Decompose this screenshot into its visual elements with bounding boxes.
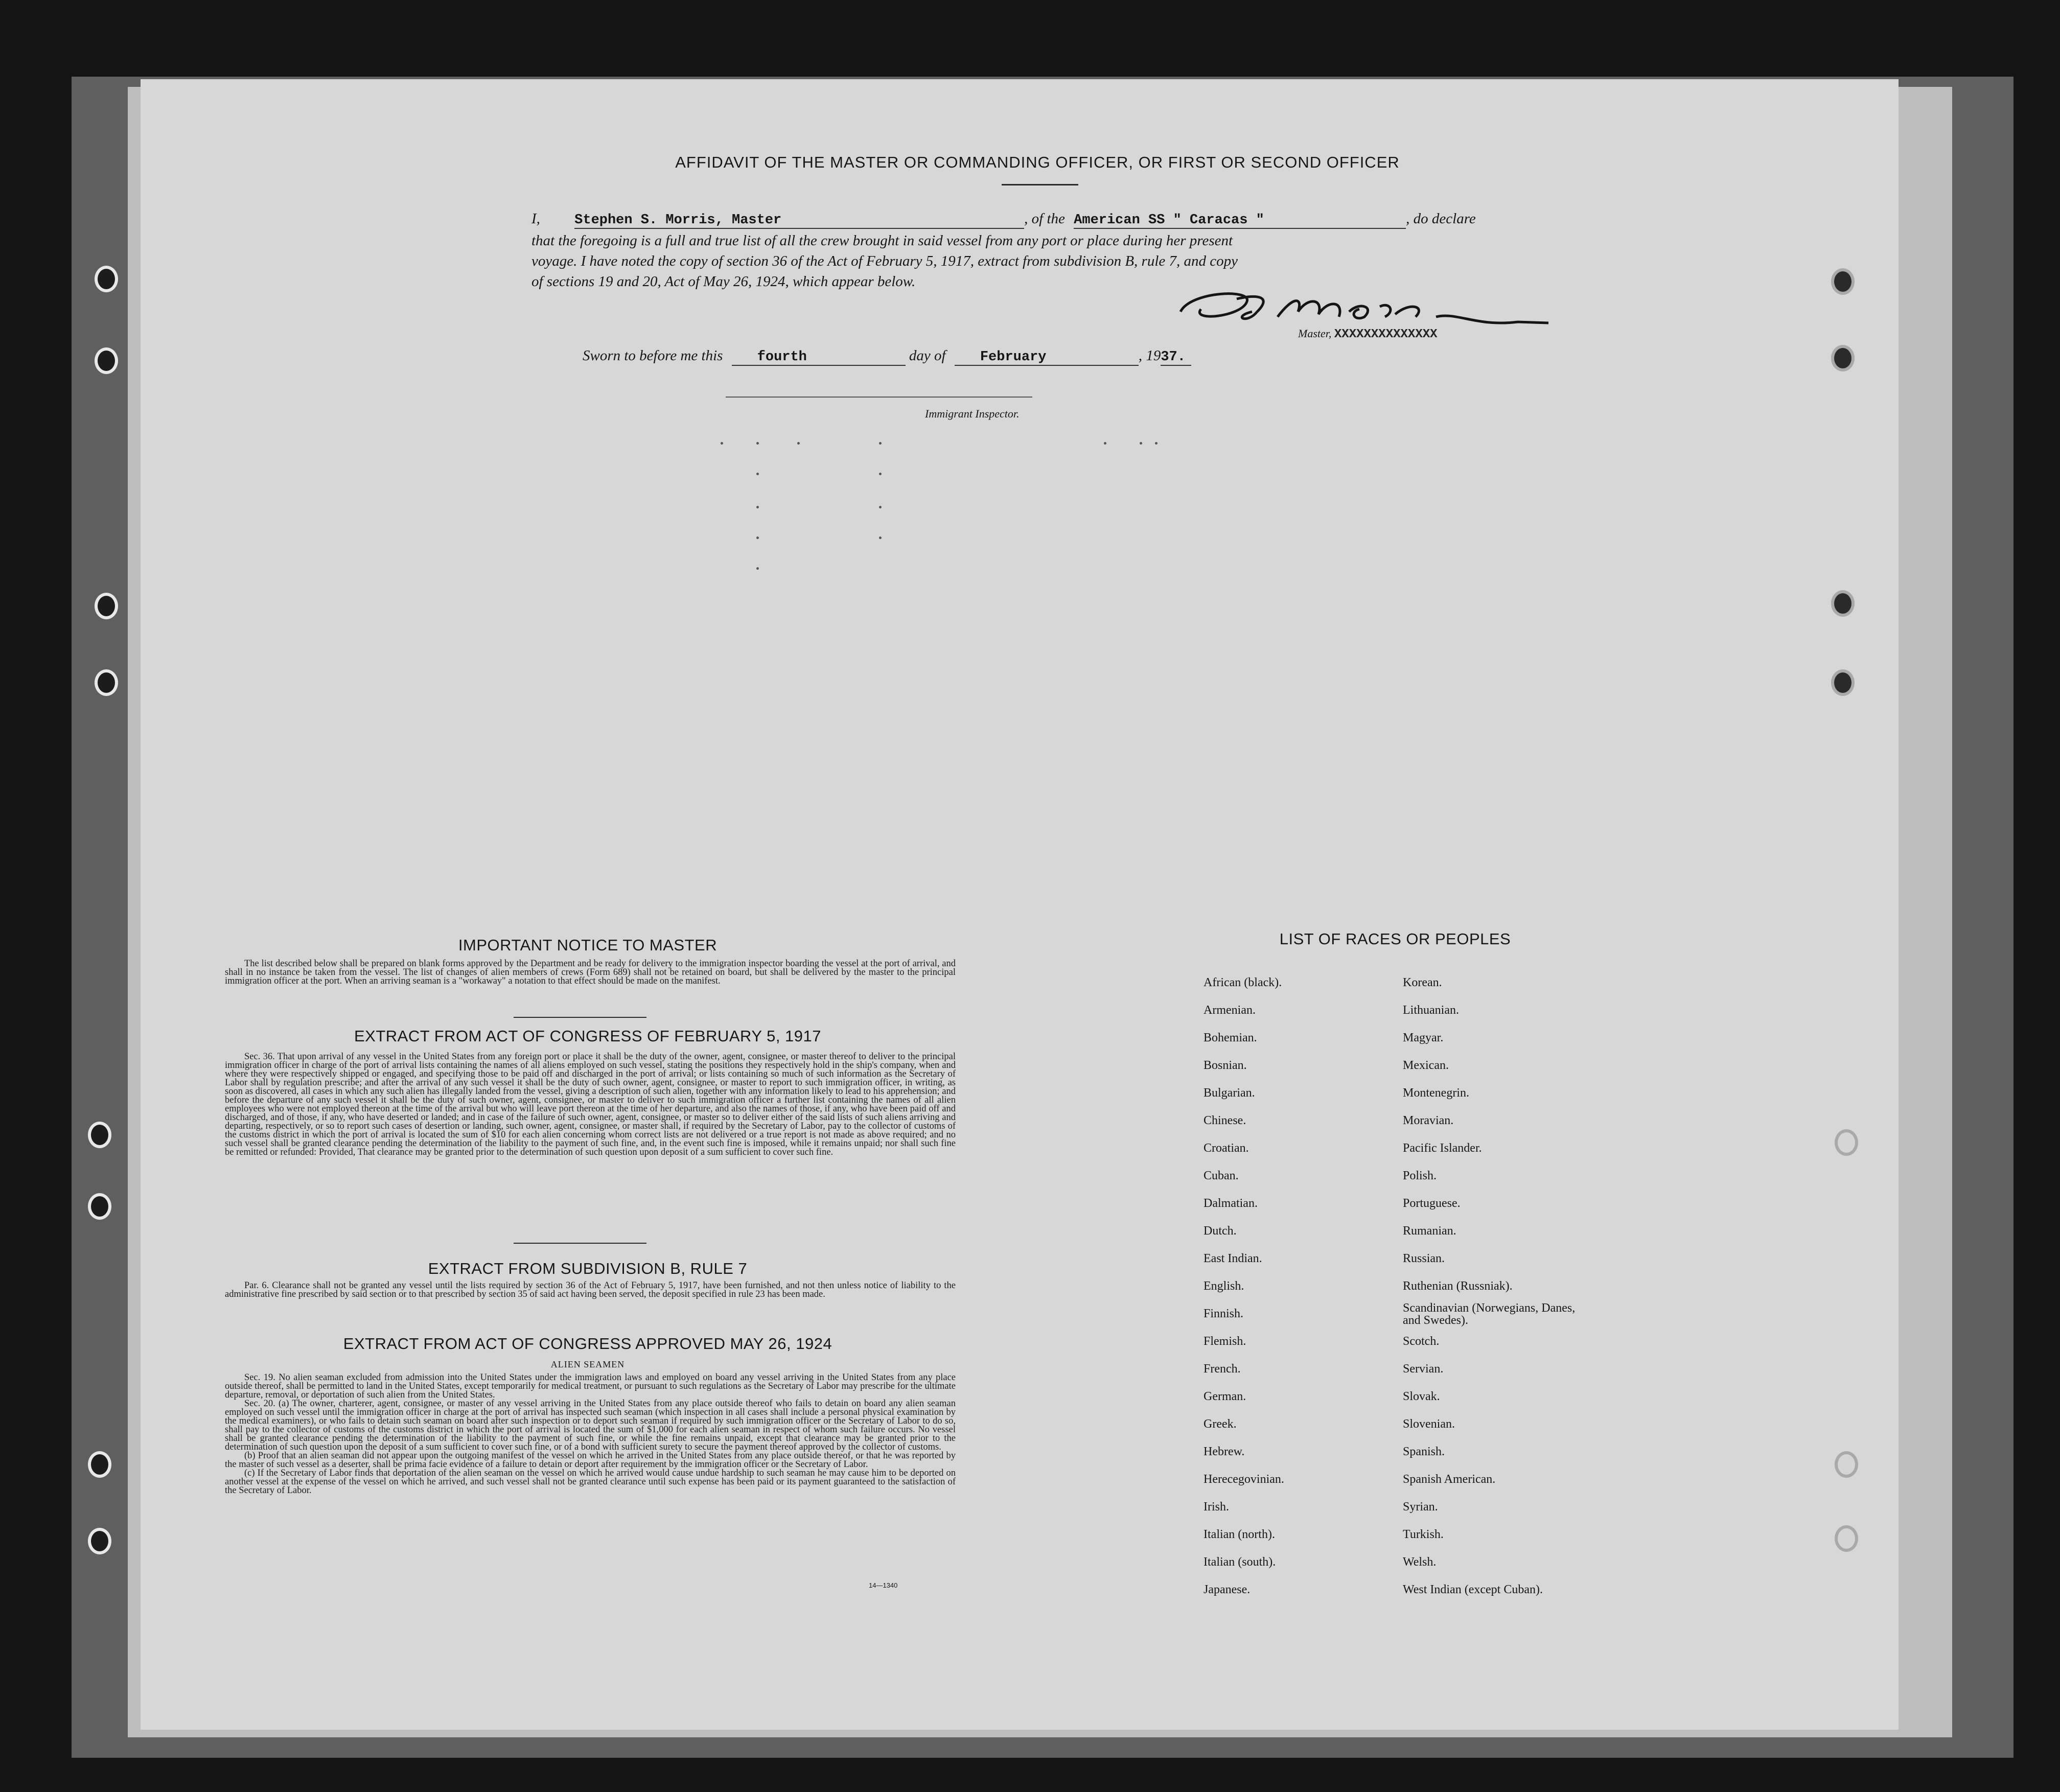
race-item: East Indian. [1203, 1252, 1262, 1265]
race-item: Flemish. [1203, 1335, 1246, 1348]
race-item: Lithuanian. [1403, 1004, 1459, 1017]
race-item: Spanish American. [1403, 1473, 1496, 1486]
binder-hole-icon [88, 1193, 111, 1220]
race-item: Portuguese. [1403, 1197, 1461, 1210]
race-item: Moravian. [1403, 1114, 1454, 1127]
race-item: Hebrew. [1203, 1445, 1245, 1458]
race-item: Syrian. [1403, 1500, 1438, 1514]
punch-hole-icon [1831, 268, 1855, 295]
punch-hole-icon [1831, 590, 1855, 617]
affidavit-title: AFFIDAVIT OF THE MASTER OR COMMANDING OFFICER, OR FIRST OR SECOND OFFICER [675, 153, 1400, 171]
sworn-label: Sworn to before me this [583, 347, 723, 364]
binder-hole-icon [95, 593, 118, 619]
affidavit-line-2: that the foregoing is a full and true list of all the crew brought in said vessel from any port or place during her present [531, 232, 1233, 249]
affidavit-line-3: voyage. I have noted the copy of section 36 of the Act of February 5, 1917, extract from subdivision B, rule 7, and copy [531, 253, 1238, 269]
master-label: Master, XXXXXXXXXXXXXX [1298, 327, 1438, 341]
race-item: Slovenian. [1403, 1417, 1455, 1431]
extract-1924-body [225, 1374, 956, 1495]
race-item: Italian (north). [1203, 1528, 1275, 1541]
race-item: Pacific Islander. [1403, 1142, 1482, 1155]
binder-hole-icon [95, 347, 118, 374]
i-label: I, [531, 211, 540, 227]
race-item: Ruthenian (Russniak). [1403, 1279, 1513, 1293]
race-item: Russian. [1403, 1252, 1445, 1265]
race-item: Servian. [1403, 1362, 1444, 1376]
vessel-name-field: American SS " Caracas " [1074, 213, 1264, 228]
sec-20b: (b) Proof that an alien seaman did not appear upon the outgoing manifest of the vessel on which he arrived in the United States from any place outside thereof, or that he was reported by the master of such vessel as a deserter, shall be prima facie evidence of a failure to detain or deport after requirement by the immigration officer or the Secretary of Labor. [225, 1451, 956, 1470]
extract-1917-title: EXTRACT FROM ACT OF CONGRESS OF FEBRUARY 5, 1917 [354, 1027, 822, 1045]
race-item: English. [1203, 1279, 1244, 1293]
race-item: Dutch. [1203, 1224, 1237, 1238]
race-item: Spanish. [1403, 1445, 1445, 1458]
sec-20c: (c) If the Secretary of Labor finds that deportation of the alien seaman on the vessel on which he arrived would cause undue hardship to such seaman he may cause him to be deported on another vessel at the expense of the vessel on which he arrived, and such vessel shall not be granted clearance until such expense has been paid or its payment guaranteed to the satisfaction of the Secretary of Labor. [225, 1468, 956, 1496]
punch-hole-icon [1831, 669, 1855, 696]
punch-hole-icon [1835, 1525, 1858, 1552]
race-item: Greek. [1203, 1417, 1237, 1431]
extract-1924-title: EXTRACT FROM ACT OF CONGRESS APPROVED MAY 26, 1924 [343, 1335, 832, 1353]
extract-1917-body: Sec. 36. That upon arrival of any vessel in the United States from any foreign port or place it shall be the duty of the owner, agent, consignee, or master thereof to deliver to the principal immigration officer in charge of the port of arrival lists containing the names of all aliens employed on such vessel, stating the positions they respectively hold in the ship's company, when and where they were respectively shipped or engaged, and specifying those to be paid off and discharged in the port of arrival; or lists containing so much of such information as the Secretary of Labor shall by regulation prescribe; and after the arrival of any such vessel it shall be the duty of such owner, agent, consignee, or master to report to such immigration officer, in writing, as soon as discovered, all cases in which any such alien has illegally landed from the vessel, giving a description of such alien, together with any information likely to lead to his apprehension; and before the departure of any such vessel it shall be the duty of such owner, agent, consignee, or master to deliver to such immigration officer a further list containing the names of all alien employees who were not employed thereon at the time of the arrival but who will leave port thereon at the time of her departure, and also the names of those, if any, who have been paid off and discharged, and of those, if any, who have deserted or landed; and in case of the failure of such owner, agent, consignee, or master so to deliver either of the said lists of such aliens arriving and departing, respectively, or so to report such cases of desertion or landing, such owner, agent, consignee, or master shall, if required by the Secretary of Labor, pay to the collector of customs of the customs district in which the port of arrival is located the sum of $10 for each alien concerning whom correct lists are not delivered or a true report is not made as above required; and no such vessel shall be granted clearance pending the determination of the liability to the payment of such fine, and, in the event such fine is imposed, while it remains unpaid; nor shall such fine be remitted or refunded: Provided, That clearance may be granted prior to the determination of such question upon deposit of a sum sufficient to cover such fine. [225, 1052, 956, 1157]
alien-seamen-subtitle: ALIEN SEAMEN [550, 1359, 625, 1369]
notice-title: IMPORTANT NOTICE TO MASTER [458, 936, 717, 954]
divider [514, 1017, 646, 1018]
subdivision-title: EXTRACT FROM SUBDIVISION B, RULE 7 [428, 1260, 748, 1277]
year-prefix-label: , 19 [1138, 347, 1161, 364]
divider [514, 1243, 646, 1244]
race-item: Dalmatian. [1203, 1197, 1258, 1210]
punch-hole-icon [1835, 1451, 1858, 1478]
race-item: Italian (south). [1203, 1555, 1276, 1569]
notice-body: The list described below shall be prepared on blank forms approved by the Department and be ready for delivery to the immigration inspector boarding the vessel at the port of arrival, and shall in no instance be taken from the vessel. The list of changes of alien members of crews (Form 689) shall not be retained on board, but shall be delivered by the master to the principal immigration officer at the port. When an arriving seaman is a "workaway" a notation to that effect should be made on the manifest. [225, 959, 956, 986]
punch-hole-icon [1831, 345, 1855, 371]
sec-20a: Sec. 20. (a) The owner, charterer, agent, consignee, or master of any vessel arriving in the United States from any place outside thereof who fails to detain on board any alien seaman employed on such vessel until the immigration officer in charge at the port of arrival has inspected such seaman (which inspection in all cases shall include a personal physical examination by the medical examiners), or who fails to detain such seaman on board after such inspection or to deport such seaman if required by such immigration officer or the Secretary of Labor to do so, shall pay to the collector of customs of the customs district in which the port of arrival is located the sum of $1,000 for each alien seaman in respect of whom such failure occurs. No vessel shall be granted clearance pending the determination of the liability to the payment of such fine, or while the fine remains unpaid, except that clearance may be granted prior to the determination of such question upon the deposit of a sum sufficient to cover such fine, or of a bond with sufficient surety to secure the payment thereof approved by the collector of customs. [225, 1399, 956, 1452]
race-item: Bulgarian. [1203, 1086, 1255, 1100]
inspector-label: Immigrant Inspector. [925, 407, 1020, 420]
affidavit-line-1 [531, 211, 1476, 229]
race-item: Rumanian. [1403, 1224, 1456, 1238]
race-item: Finnish. [1203, 1307, 1244, 1320]
master-name-field: Stephen S. Morris, Master [574, 213, 782, 228]
affidavit-line-4: of sections 19 and 20, Act of May 26, 1924, which appear below. [531, 273, 916, 290]
race-item: Japanese. [1203, 1583, 1251, 1596]
sworn-month-field: February [980, 350, 1047, 365]
race-item: Slovak. [1403, 1390, 1440, 1403]
race-item: Bosnian. [1203, 1059, 1247, 1072]
race-item: German. [1203, 1390, 1246, 1403]
binder-hole-icon [88, 1528, 111, 1554]
inspector-signature-line [726, 397, 1032, 398]
sworn-line [583, 347, 1191, 366]
race-item: Irish. [1203, 1500, 1229, 1514]
race-item: Scotch. [1403, 1335, 1440, 1348]
struck-title: XXXXXXXXXXXXXX [1334, 328, 1438, 341]
race-item: Mexican. [1403, 1059, 1449, 1072]
races-title: LIST OF RACES OR PEOPLES [1279, 930, 1511, 948]
binder-hole-icon [95, 669, 118, 696]
race-item: Turkish. [1403, 1528, 1444, 1541]
form-number: 14—1340 [869, 1581, 898, 1589]
day-of-label: day of [909, 347, 946, 364]
race-item: Chinese. [1203, 1114, 1246, 1127]
race-item: Armenian. [1203, 1004, 1256, 1017]
title-divider [1002, 184, 1078, 185]
subdivision-body: Par. 6. Clearance shall not be granted any vessel until the lists required by section 36 of the Act of February 5, 1917, have been furnished, and not then unless notice of liability to the administrative fine prescribed by said section or to that prescribed by section 35 of said act having been served, the deposit specified in rule 23 has been made. [225, 1281, 956, 1299]
sec-19: Sec. 19. No alien seaman excluded from admission into the United States under the immigration laws and employed on board any vessel arriving in the United States from any place outside thereof, shall be permitted to land in the United States, except temporarily for medical treatment, or pursuant to such regulations as the Secretary of Labor may prescribe for the ultimate departure, removal, or deportation of such alien from the United States. [225, 1372, 956, 1400]
do-declare-label: , do declare [1406, 211, 1476, 227]
punch-hole-icon [1835, 1129, 1858, 1156]
binder-hole-icon [88, 1451, 111, 1478]
race-item: Polish. [1403, 1169, 1437, 1182]
race-item: Croatian. [1203, 1142, 1249, 1155]
race-item: African (black). [1203, 976, 1282, 989]
race-item: West Indian (except Cuban). [1403, 1583, 1543, 1596]
race-item: Cuban. [1203, 1169, 1239, 1182]
race-item: French. [1203, 1362, 1241, 1376]
race-item: Montenegrin. [1403, 1086, 1469, 1100]
binder-hole-icon [95, 266, 118, 292]
race-item: Scandinavian (Norwegians, Danes, and Swedes). [1403, 1301, 1576, 1327]
race-item: Korean. [1403, 976, 1442, 989]
sworn-year-field: 37. [1161, 350, 1186, 365]
race-item: Welsh. [1403, 1555, 1437, 1569]
binder-hole-icon [88, 1122, 111, 1148]
sworn-day-field: fourth [757, 350, 807, 365]
race-item: Bohemian. [1203, 1031, 1257, 1044]
race-item: Magyar. [1403, 1031, 1444, 1044]
of-the-label: , of the [1024, 211, 1065, 227]
race-item: Herecegovinian. [1203, 1473, 1284, 1486]
